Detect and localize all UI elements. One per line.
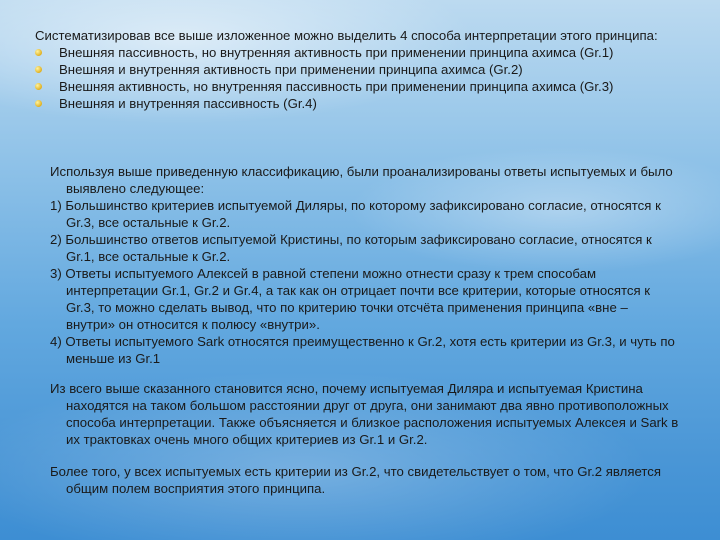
bullet-icon [35,66,42,73]
conclusion-text: Из всего выше сказанного становится ясно, почему испытуемая Диляра и испытуемая Кристина находятся на таком большом расстоянии друг от друга, они занимают два явно противоположных способа интерпретации. Также объясняется и близкое расположения испытуемых Алексея и Sark в их трактовках очень много общих критериев из Gr.1 и Gr.2. [50,381,679,447]
intro-heading: Систематизировав все выше изложенное можно выделить 4 способа интерпретации этого принципа: [35,28,658,43]
conclusion-paragraph [50,380,680,448]
final-text: Более того, у всех испытуемых есть критерии из Gr.2, что свидетельствует о том, что Gr.2 является общим полем восприятия этого принципа. [50,464,661,496]
analysis-item: 1) Большинство критериев испытуемой Диляры, по которому зафиксировано согласие, относятся к Gr.3, все остальные к Gr.2. [50,198,661,230]
intro-section [35,27,675,112]
bullet-icon [35,49,42,56]
list-item-text: Внешняя и внутренняя пассивность (Gr.4) [59,96,317,111]
list-item [35,95,675,112]
analysis-item: 4) Ответы испытуемого Sark относятся преимущественно к Gr.2, хотя есть критерии из Gr.3, и чуть по меньше из Gr.1 [50,334,675,366]
list-item-text: Внешняя активность, но внутренняя пассивность при применении принципа ахимса (Gr.3) [59,79,614,94]
analysis-section [50,163,680,367]
final-paragraph [50,463,680,497]
method-list [35,44,675,112]
list-item [35,44,675,61]
list-item [35,78,675,95]
analysis-item: 3) Ответы испытуемого Алексей в равной степени можно отнести сразу к трем способам интерпретации Gr.1, Gr.2 и Gr.4, а так как он отрицает почти все критерии, которые относятся к Gr.3, то можно сделать вывод, что по критерию точки отсчёта применения принципа «вне – внутри» он относится к полюсу «внутри». [50,266,651,332]
list-item-text: Внешняя пассивность, но внутренняя активность при применении принципа ахимса (Gr.1) [59,45,614,60]
list-item-text: Внешняя и внутренняя активность при применении принципа ахимса (Gr.2) [59,62,523,77]
bullet-icon [35,100,42,107]
bullet-icon [35,83,42,90]
list-item [35,61,675,78]
analysis-lead: Используя выше приведенную классификацию, были проанализированы ответы испытуемых и было выявлено следующее: [50,164,673,196]
analysis-item: 2) Большинство ответов испытуемой Кристины, по которым зафиксировано согласие, относятся к Gr.1, все остальные к Gr.2. [50,232,652,264]
